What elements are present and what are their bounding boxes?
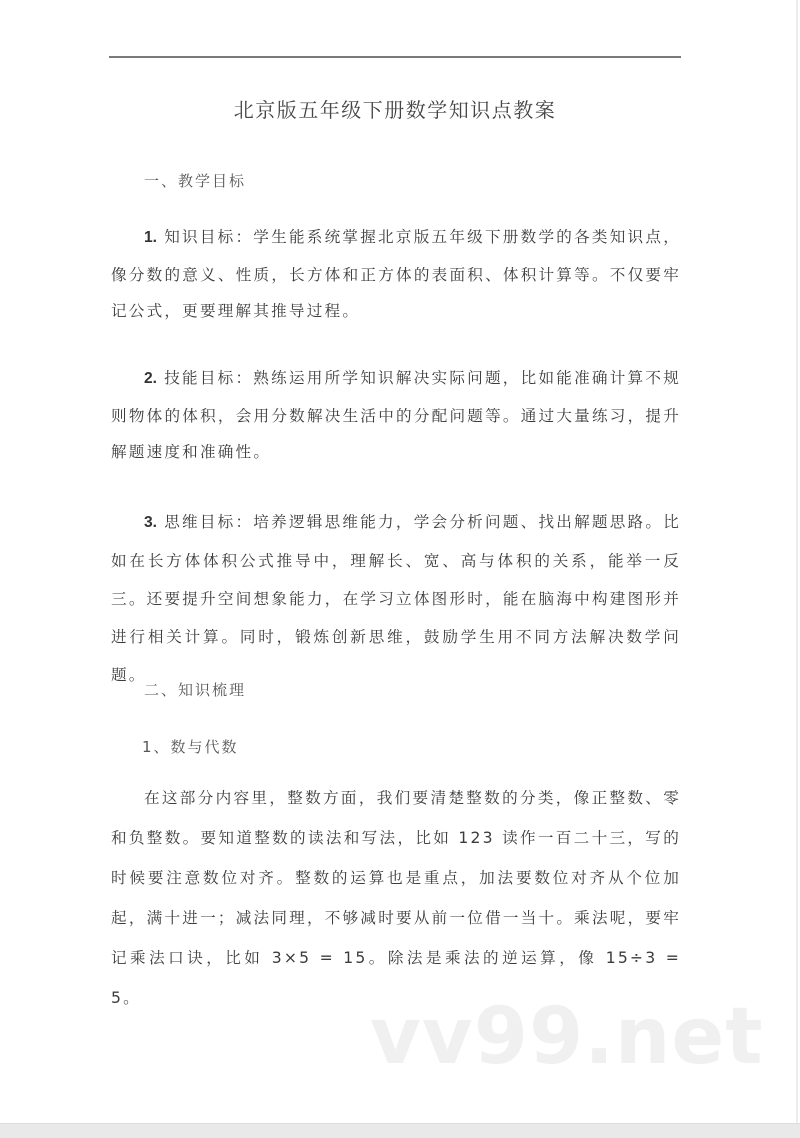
paragraph-knowledge-goal bbox=[111, 219, 681, 330]
paragraph-text: 在这部分内容里，整数方面，我们要清楚整数的分类，像正整数、零和负整数。要知道整数的读法和写法，比如 123 读作一百二十三，写的时候要注意数位对齐。整数的运算也是重点，加法要数位对齐从个位加起，满十进一；减法同理，不够减时要从前一位借一当十。乘法呢，要牢记乘法口诀，比如 3×5 = 15。除法是乘法的逆运算，像 15÷3 = 5。 bbox=[111, 789, 681, 1007]
section-heading-knowledge-review: 二、知识梳理 bbox=[144, 681, 247, 699]
document-title: 北京版五年级下册数学知识点教案 bbox=[233, 98, 557, 122]
bottom-page-strip bbox=[0, 1123, 800, 1138]
paragraph-numbers-algebra bbox=[111, 778, 681, 1018]
paragraph-text: 思维目标：培养逻辑思维能力，学会分析问题、找出解题思路。比如在长方体体积公式推导中，理解长、宽、高与体积的关系，能举一反三。还要提升空间想象能力，在学习立体图形时，能在脑海中构建图形并进行相关计算。同时，锻炼创新思维，鼓励学生用不同方法解决数学问题。 bbox=[111, 513, 681, 684]
paragraph-skill-goal bbox=[111, 360, 681, 471]
page-edge bbox=[796, 0, 798, 1123]
paragraph-text: 技能目标：熟练运用所学知识解决实际问题，比如能准确计算不规则物体的体积，会用分数解决生活中的分配问题等。通过大量练习，提升解题速度和准确性。 bbox=[111, 369, 681, 461]
item-number: 3. bbox=[144, 514, 158, 531]
watermark: vv99.net bbox=[370, 992, 764, 1082]
item-number: 2. bbox=[144, 370, 158, 387]
paragraph-text: 知识目标：学生能系统掌握北京版五年级下册数学的各类知识点，像分数的意义、性质，长方体和正方体的表面积、体积计算等。不仅要牢记公式，更要理解其推导过程。 bbox=[111, 228, 681, 320]
section-heading-teaching-goals: 一、教学目标 bbox=[144, 172, 247, 190]
paragraph-thinking-goal bbox=[111, 503, 681, 694]
header-rule bbox=[109, 56, 681, 58]
subsection-heading-numbers-algebra: 1、数与代数 bbox=[142, 738, 239, 756]
item-number: 1. bbox=[144, 229, 158, 246]
